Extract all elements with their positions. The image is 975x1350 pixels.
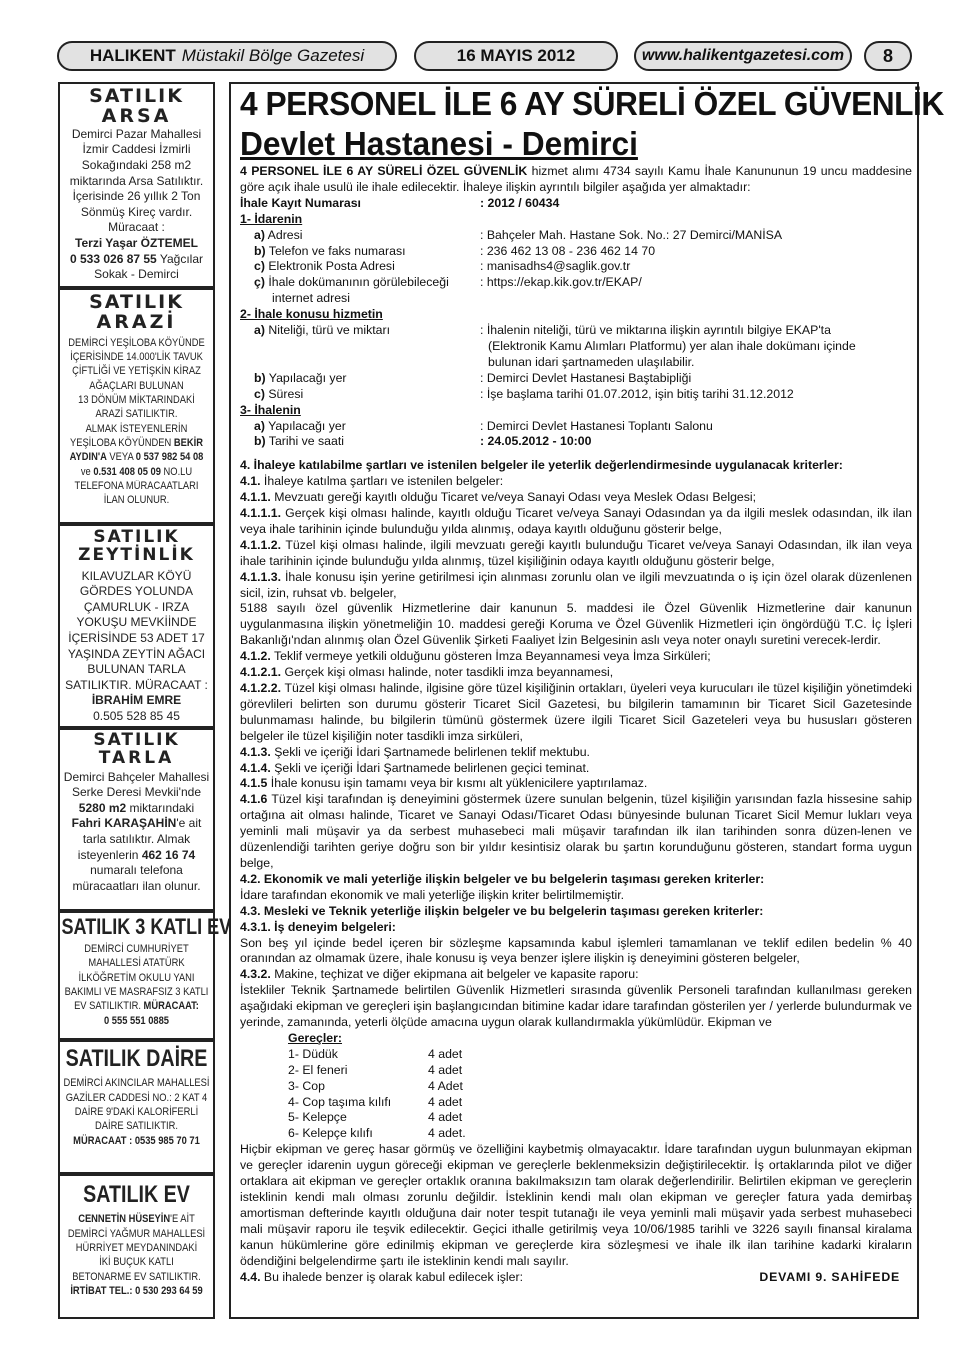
ad-text: SATILIKTIR. MÜRACAAT : bbox=[65, 677, 208, 692]
field-value: : İşe başlama tarihi 01.07.2012, işin bitiş tarihi 31.12.2012 bbox=[480, 386, 794, 401]
paragraph bbox=[240, 792, 912, 872]
clause-text: İhale konusu işin yerine getirilmesi için alınması zorunlu olan ve ilgili mevzuatında o iş için özel olarak düzenlenen sicil, izin, ruhsat vb. belgeler, bbox=[240, 569, 912, 600]
ad-text: DEMİRCİ AKINCILAR MAHALLESİ bbox=[63, 1077, 210, 1090]
ad-phone: 462 16 74 bbox=[141, 847, 196, 862]
ad-text: numaralı telefona bbox=[90, 863, 183, 878]
ad-text: tarla satılıktır. Almak bbox=[82, 832, 191, 847]
ad-text: Sokağındaki 258 m2 bbox=[81, 158, 192, 173]
ad-text: miktarındaki bbox=[129, 800, 195, 815]
equipment-qty: 4 adet. bbox=[428, 1126, 466, 1141]
ad-text: DAİRE SATILIKTIR. bbox=[95, 1120, 178, 1133]
section-heading: 3- İhalenin bbox=[240, 402, 301, 417]
ad-phone: 0 555 551 0885 bbox=[104, 1014, 169, 1027]
clause-number: 4.1.2.1. bbox=[240, 665, 282, 680]
tender-registration-row bbox=[240, 196, 912, 212]
ad-title: ZEYTİNLİK bbox=[78, 544, 195, 565]
ad-satilik-tarla bbox=[58, 728, 215, 911]
intro-paragraph bbox=[240, 164, 912, 196]
ad-text: AĞAÇLARI BULUNAN bbox=[89, 379, 184, 392]
clause-number: 4.1. bbox=[240, 474, 261, 489]
ad-text: İRTİBAT TEL.: bbox=[70, 1284, 133, 1297]
ad-text: Demirci Pazar Mahallesi bbox=[71, 126, 202, 141]
field-label: Adresi bbox=[264, 227, 303, 242]
clause-number: 4.1.1. bbox=[240, 490, 271, 505]
ad-text: Yağcılar bbox=[159, 251, 203, 266]
list-item bbox=[240, 1047, 912, 1063]
ad-title: SATILIK bbox=[93, 527, 180, 547]
ad-text: YOKUŞU MEVKİİNDE bbox=[76, 615, 197, 630]
ad-contact-name: İBRAHİM EMRE bbox=[91, 693, 182, 708]
article-title: 4 PERSONEL İLE 6 AY SÜRELİ ÖZEL GÜVENLİK bbox=[240, 85, 944, 122]
article-body bbox=[240, 164, 912, 1285]
ad-text: Müracaat : bbox=[108, 220, 165, 235]
ad-text: YAŞINDA ZEYTİN AĞACI bbox=[67, 646, 206, 661]
ad-contact-name: AYDIN'A bbox=[69, 451, 107, 464]
field-value: (Elektronik Kamu Alımları Platformu) yer alan ihale dokümanı içinde bbox=[488, 338, 856, 353]
item-letter: c) bbox=[254, 259, 265, 274]
paragraph bbox=[240, 967, 912, 983]
ad-text: BULUNAN TARLA bbox=[87, 662, 186, 677]
ad-text: İzmir Caddesi İzmirli bbox=[82, 142, 191, 157]
equipment-qty: 4 adet bbox=[428, 1062, 463, 1077]
ad-text: BAKIMLI VE MASRAFSIZ 3 KATLI bbox=[64, 986, 209, 999]
clause-text: Şekli ve içeriği İdari Şartnamede belirlenen geçici teminat. bbox=[270, 760, 590, 775]
paragraph bbox=[240, 776, 912, 792]
field-value: : Bahçeler Mah. Hastane Sok. No.: 27 Demirci/MANİSA bbox=[480, 227, 783, 242]
paper-name: HALIKENT bbox=[89, 46, 176, 65]
list-item bbox=[240, 1095, 912, 1111]
clause-number: 4.1.1.2. bbox=[240, 537, 282, 552]
ad-text: ARAZİ SATILIKTIR. bbox=[95, 408, 178, 421]
ad-text: MÜRACAAT : bbox=[73, 1134, 133, 1147]
field-row bbox=[240, 275, 912, 291]
ad-title: SATILIK bbox=[89, 85, 184, 107]
intro-bold: 4 PERSONEL İLE 6 AY SÜRELİ ÖZEL GÜVENLİK bbox=[240, 164, 528, 178]
field-label: Tarihi ve saati bbox=[265, 434, 344, 449]
field-label: Niteliği, türü ve miktarı bbox=[264, 323, 390, 338]
paragraph bbox=[240, 649, 912, 665]
list-item bbox=[240, 1110, 912, 1126]
clause-number: 4.1.1.3. bbox=[240, 569, 282, 584]
masthead-title bbox=[57, 41, 397, 71]
clause-number: 4.1.1.1. bbox=[240, 506, 282, 521]
field-label: Telefon ve faks numarası bbox=[265, 243, 406, 258]
url-value[interactable]: : https://ekap.kik.gov.tr/EKAP/ bbox=[480, 275, 642, 290]
clause-text: Mevzuatı gereği kayıtlı olduğu Ticaret ve/veya Sanayi Odası veya Meslek Odası Belgesi; bbox=[270, 490, 757, 505]
clause-text: Şekli ve içeriği İdari Şartnamede belirlenen teklif mektubu. bbox=[270, 744, 590, 759]
field-label: İhale Kayıt Numarası bbox=[240, 195, 361, 210]
ad-satilik-zeytinlik bbox=[58, 524, 215, 728]
paragraph: Son beş yıl içinde bedel içeren bir sözleşme kapsamında kabul işlemleri tamamlanan ve teklif edilen bedelin % 40 oranından az olmamak üzere, ihale konusu iş veya benzer işlere ilişkin iş deneyimini gösteren belgeler, bbox=[240, 935, 912, 966]
paragraph bbox=[240, 681, 912, 745]
ad-area: 5280 m2 bbox=[78, 800, 127, 815]
field-label: Süresi bbox=[264, 386, 304, 401]
ad-text: İçerisinde 26 yıllık 2 Ton bbox=[72, 189, 201, 204]
ad-phone: 0 533 026 87 55 bbox=[69, 251, 157, 266]
ad-text: müracaatları ilan olunur. bbox=[72, 878, 201, 893]
ad-text: İKİ BUÇUK KATLI bbox=[99, 1256, 174, 1269]
section-heading: 1- İdarenin bbox=[240, 211, 303, 226]
paragraph bbox=[240, 538, 912, 570]
clause-text: Tüzel kişi tarafından iş deneyimini göstermek üzere sunulan belgenin, tüzel kişiliğin yarısından fazla hissesine sahip ortağına ait olması halinde, Ticaret ve Sanayi Odası/Ticaret Odası bünyesinde bulunan Ticaret Sicil Memur lukları veya yeminli mali müşavir ya da serbest muhasebeci mali müşavir tarafından ilk ilan tarihinden sonra düzen-lenen ve düzenlendiği tarihten geriye doğru son bir yıldır kesintisiz olarak bu şartın korunduğunu gösteren, standart forma uygun belge, bbox=[240, 792, 912, 870]
article-subtitle: Devlet Hastanesi - Demirci bbox=[240, 125, 638, 162]
ad-title: ARSA bbox=[101, 104, 172, 127]
clause-text: Gerçek kişi olması halinde, kayıtlı olduğu Ticaret ve/veya Sanayi Odasından ya da ilgili meslek odasından, ilk ilan veya ihale tarihinin içinde bulunduğu yılda alınmış, odaya kayıtlı olduğunu gösterir belge, bbox=[240, 506, 912, 536]
clause-number: 4.1.3. bbox=[240, 744, 271, 759]
field-row bbox=[240, 419, 912, 435]
ad-title: SATILIK 3 KATLI EV bbox=[61, 914, 232, 939]
clause-text: Teklif vermeye yetkili olduğunu gösteren İmza Beyannamesi veya İmza Sirküleri; bbox=[270, 649, 711, 664]
section-heading: 4. İhaleye katılabilme şartları ve istenilen belgeler ile yeterlik değerlendirmesinde uygulanacak kriterler: bbox=[240, 458, 843, 473]
clause-text: Makine, teçhizat ve diğer ekipmana ait belgeler ve kapasite raporu: bbox=[270, 967, 639, 982]
ad-text: İÇERİSİNDE 14.000'LİK TAVUK bbox=[70, 351, 203, 364]
ad-contact-name: Terzi Yaşar ÖZTEMEL bbox=[75, 236, 198, 251]
ad-text: GAZİLER CADDESİ NO.: 2 KAT 4 bbox=[65, 1091, 208, 1104]
ad-text: 13 DÖNÜM MİKTARINDAKİ bbox=[78, 394, 195, 407]
ad-title: SATILIK EV bbox=[83, 1181, 190, 1208]
equipment-qty: 4 Adet bbox=[428, 1078, 463, 1093]
issue-date: 16 MAYIS 2012 bbox=[414, 41, 618, 71]
clause-number: 4.1.2.2. bbox=[240, 681, 282, 695]
equipment-list-title: Gereçler: bbox=[288, 1030, 343, 1045]
field-label: Yapılacağı yer bbox=[265, 370, 347, 385]
item-letter: a) bbox=[254, 418, 265, 433]
list-item bbox=[240, 1063, 912, 1079]
ad-satilik-ev bbox=[58, 1174, 215, 1319]
continued-notice: DEVAMI 9. SAHİFEDE bbox=[759, 1269, 900, 1284]
paragraph bbox=[240, 474, 912, 490]
ad-text: NO.LU bbox=[163, 465, 193, 478]
ad-text: HÜRRİYET MEYDANINDAKİ bbox=[75, 1241, 198, 1254]
clause-text: Bu ihalede benzer iş olarak kabul edilecek işler: bbox=[260, 1269, 523, 1284]
ad-text: VEYA bbox=[109, 451, 134, 464]
website-link[interactable]: www.halikentgazetesi.com bbox=[634, 41, 852, 71]
ad-contact-name: Fahri KARAŞAHİN bbox=[71, 816, 177, 831]
ad-satilik-daire bbox=[58, 1040, 215, 1174]
ad-text: MAHALLESİ ATATÜRK bbox=[88, 957, 185, 970]
field-row bbox=[240, 323, 912, 339]
clause-number: 4.3.2. bbox=[240, 967, 271, 982]
list-item bbox=[240, 1079, 912, 1095]
ad-text: MÜRACAAT: bbox=[143, 1000, 199, 1013]
ad-text: DEMİRCİ CUMHURİYET bbox=[84, 943, 189, 956]
ad-text: GÖRDES YOLUNDA bbox=[79, 584, 194, 599]
item-letter: a) bbox=[254, 323, 265, 338]
item-letter: c) bbox=[254, 386, 265, 401]
ad-text: ve bbox=[80, 465, 91, 478]
equipment-name: 1- Düdük bbox=[288, 1046, 338, 1061]
ad-text: DEMİRCİ YEŞİLOBA KÖYÜNDE bbox=[68, 336, 205, 349]
item-letter: a) bbox=[254, 227, 265, 242]
field-label: Elektronik Posta Adresi bbox=[264, 259, 395, 274]
ad-text: miktarında Arsa Satılıktır. bbox=[69, 173, 204, 188]
field-row bbox=[240, 228, 912, 244]
tender-announcement bbox=[229, 82, 944, 1319]
clause-number: 4.4. bbox=[240, 1269, 261, 1284]
section-heading: 4.2. Ekonomik ve mali yeterliğe ilişkin belgeler ve bu belgelerin taşıması gereken kriterler: bbox=[240, 871, 765, 886]
ad-text: Sönmüş Kireç vardır. bbox=[80, 204, 193, 219]
ad-text: DAİRE 9'DAKİ KALORİFERLİ bbox=[74, 1105, 199, 1118]
clause-text: İhaleye katılma şartları ve istenilen belgeler: bbox=[260, 474, 504, 489]
paragraph bbox=[240, 761, 912, 777]
item-letter: ç) bbox=[254, 275, 265, 290]
ad-text: İLAN OLUNUR. bbox=[103, 494, 170, 507]
article-footer bbox=[240, 1270, 912, 1286]
equipment-qty: 4 adet bbox=[428, 1094, 463, 1109]
ad-phone: 0.531 408 05 09 bbox=[93, 465, 161, 478]
page-number: 8 bbox=[864, 41, 912, 71]
clause-number: 4.1.6 bbox=[240, 792, 268, 807]
ad-text: EV SATILIKTIR. bbox=[74, 1000, 141, 1013]
paragraph: İdare tarafından ekonomik ve mali yeterliğe ilişkin kriter belirtilmemiştir. bbox=[240, 887, 625, 902]
field-value: : 24.05.2012 - 10:00 bbox=[480, 434, 592, 449]
ad-text: TELEFONA MÜRACAATLARI bbox=[74, 479, 199, 492]
item-letter: b) bbox=[254, 370, 266, 385]
field-value: bulunan idari şartnameden ulaşılabilir. bbox=[488, 354, 695, 369]
ad-satilik-arazi bbox=[58, 288, 215, 524]
ad-text: ÇAMURLUK - IRZA bbox=[83, 599, 190, 614]
field-row bbox=[240, 259, 912, 275]
field-value: : Demirci Devlet Hastanesi Baştabipliği bbox=[480, 370, 692, 385]
ad-phone: 0.505 528 85 45 bbox=[93, 709, 180, 724]
list-item bbox=[240, 1126, 912, 1142]
ad-satilik-3-katli-ev bbox=[58, 911, 232, 1040]
field-row bbox=[240, 434, 912, 450]
field-value: : İhalenin niteliği, türü ve miktarına ilişkin ayrıntılı bilgiye EKAP'ta bbox=[480, 323, 831, 338]
field-value: : 2012 / 60434 bbox=[480, 195, 560, 210]
equipment-qty: 4 adet bbox=[428, 1046, 463, 1061]
email-value[interactable]: : manisadhs4@saglik.gov.tr bbox=[480, 259, 631, 274]
field-label: İhale dokümanının görülebileceği bbox=[264, 275, 449, 290]
equipment-name: 4- Cop taşıma kılıfı bbox=[288, 1094, 392, 1109]
clause-number: 4.1.2. bbox=[240, 649, 271, 664]
clause-text: Gerçek kişi olması halinde, noter tasdikli imza beyannamesi, bbox=[281, 665, 614, 680]
equipment-list bbox=[240, 1047, 912, 1142]
ad-text: ÇİFTLİĞİ VE YETİŞKİN KİRAZ bbox=[72, 365, 201, 378]
ad-title: SATILIK bbox=[89, 291, 184, 313]
section-heading: 4.3. Mesleki ve Teknik yeterliğe ilişkin belgeler ve bu belgelerin taşıması gereken kriterler: bbox=[240, 903, 764, 918]
clause-text: İhale konusu işin tamamı veya bir kısmı alt yüklenicilere yaptırılamaz. bbox=[267, 776, 648, 791]
field-label: internet adresi bbox=[272, 291, 350, 306]
item-letter: b) bbox=[254, 434, 266, 449]
ad-text: BETONARME EV SATILIKTIR. bbox=[72, 1270, 201, 1283]
ad-satilik-arsa bbox=[58, 82, 215, 288]
paragraph bbox=[240, 570, 912, 602]
paragraph: Hiçbir ekipman ve gereç hasar görmüş ve özelliğini kaybetmiş olmayacaktır. İdare tarafından uygun bulunmayan ekipman ve gereçler idarenin uygun göreceği ekipman ve gereçlerle beklenmeksizin değiştirilecektir. İş ortaklarında pilot ve diğer ortaklara ait ekipman ve gereçler ortaklık oranına bakılmaksızın tam olarak değerlendirilir. Belirtilen ekipman ve gereçlerin isteklinin kendi malı olması zorunlu değildir. İsteklinin kendi malı olan ekipman ve gereçler fatura yada demirbaş amortisman defterinde kayıtlı olduğuna dair noter tespit tutanağı ile veya yeminli mali müşavir yada serbest muhasebeci mali müşavir raporu ile teşvik edilecektir. Geçici ithalle getirilmiş veya 10/06/1985 tarihli ve 3226 sayılı finansal kiralama kanun hükümlerine göre edinilmiş ekipman ve gereçlerde kira sözleşmesi ve ihale ilk ilan tarihine kadarki kiraların ödendiğini belgelendirme şartı ile isteklinin kendi malı sayılır. bbox=[240, 1142, 912, 1268]
field-row bbox=[240, 371, 912, 387]
equipment-name: 2- El feneri bbox=[288, 1062, 348, 1077]
equipment-name: 5- Kelepçe bbox=[288, 1110, 347, 1125]
paper-tagline: Müstakil Bölge Gazetesi bbox=[181, 46, 365, 65]
ad-text: Demirci Bahçeler Mahallesi bbox=[63, 769, 210, 784]
ad-title: SATILIK DAİRE bbox=[65, 1045, 208, 1072]
paragraph bbox=[240, 745, 912, 761]
paragraph: 5188 sayılı özel güvenlik Hizmetlerine dair kanunun 5. maddesi ile Özel Güvenlik Hizmetlerine dair kanunun uygulanmasına ilişkin yönetmeliğin 10. maddesi gereği Koruma ve Özel Güvenlik Hizmetleri için öngördüğü T.C. İç İşleri Bakanlığı'ndan alınmış olan Özel Güvenlik Şirketi Faaliyet İzin Belgesinin aslı veya noter onaylı suretini verecek-lerdir. bbox=[240, 601, 912, 648]
ad-title: SATILIK bbox=[93, 730, 180, 750]
ad-text: ALMAK İSTEYENLERİN bbox=[85, 422, 188, 435]
paragraph bbox=[240, 506, 912, 538]
ad-contact-name: CENNETİN HÜSEYİN bbox=[78, 1213, 171, 1226]
ad-text: DEMİRCİ YAĞMUR MAHALLESİ bbox=[67, 1227, 206, 1240]
section-heading: 4.3.1. İş deneyim belgeleri: bbox=[240, 919, 396, 934]
equipment-name: 3- Cop bbox=[288, 1078, 325, 1093]
ad-text: Serke Deresi Mevkii'nde bbox=[71, 785, 201, 800]
paragraph: İstekliler Teknik Şartnamede belirtilen Güvenlik Hizmetleri sırasında güvenlik Personeli tarafından kullanılması gereken aşağıdaki ekipman ve gereçleri işin başlangıcından bitimine kadar idare tarafından gösterilen yer / yerlerde bulundurmak ve yerinde, zamanında, yeterli ölçüde amacına uygun olarak kullandırmakla yükümlüdür. Ekipman ve bbox=[240, 983, 912, 1030]
ad-text: 'e ait bbox=[176, 816, 202, 831]
ad-text: 'E AİT bbox=[170, 1213, 195, 1226]
ad-text: İÇERİSİNDE 53 ADET 17 bbox=[68, 631, 205, 646]
field-row bbox=[240, 244, 912, 260]
intro-text: hizmet alımı 4734 sayılı Kamu İhale Kanununun 19 uncu maddesine göre açık ihale usulü ile ihale edilecektir. İhaleye ilişkin ayrıntılı bilgiler aşağıda yer almaktadır: bbox=[240, 164, 912, 194]
ad-contact-name: BEKİR bbox=[173, 436, 204, 449]
ad-text: isteyenlerin bbox=[77, 847, 139, 862]
ad-text: YEŞİLOBA KÖYÜNDEN bbox=[69, 436, 172, 449]
ad-phone: 0 530 293 64 59 bbox=[135, 1284, 203, 1297]
clause-number: 4.1.5 bbox=[240, 776, 268, 791]
ad-title: ARAZİ bbox=[96, 310, 177, 333]
equipment-name: 6- Kelepçe kılıfı bbox=[288, 1126, 373, 1141]
ad-text: KILAVUZLAR KÖYÜ bbox=[81, 568, 192, 583]
field-value: : 236 462 13 08 - 236 462 14 70 bbox=[480, 243, 656, 258]
equipment-qty: 4 adet bbox=[428, 1110, 463, 1125]
field-value: : Demirci Devlet Hastanesi Toplantı Salonu bbox=[480, 418, 713, 433]
ad-text: Sokak - Demirci bbox=[94, 267, 179, 282]
ad-phone: 0 537 982 54 08 bbox=[135, 451, 204, 464]
clause-text: Tüzel kişi olması halinde, ilgili mevzuatı gereği kayıtlı bulunduğu Ticaret ve/veya Sanayi Odasından, ilk ilan veya ihale tarihinin içinde bulunduğu yılda alınmış, tüzel kişiliğinin odaya kayıtlı olduğunu gösterir belge, bbox=[240, 537, 912, 568]
item-letter: b) bbox=[254, 243, 266, 258]
ad-text: İLKÖĞRETİM OKULU YANI bbox=[78, 971, 195, 984]
clause-text: Tüzel kişi olması halinde, ilgisine göre tüzel kişiliğinin ortakları, üyeleri veya kurucuları ile tüzel kişiliğin yönetimdeki görevlileri belirten son durumu gösterir Ticaret Sicil Gazetesi, bu bilgilerin tamamının bir Ticaret Sicil Gazetesinde bulunmaması halinde, bu bilgilerin tümünü göstermek üzere ilgili Ticaret Sicil Gazeteleri veya bu hususları gösteren belgeler ile tüzel kişiliğin noter tasdikli imza sirküleri, bbox=[240, 681, 912, 743]
section-heading: 2- İhale konusu hizmetin bbox=[240, 307, 383, 322]
clause-number: 4.1.4. bbox=[240, 760, 271, 775]
paragraph bbox=[240, 665, 912, 681]
ad-title: TARLA bbox=[98, 747, 175, 768]
field-row bbox=[240, 387, 912, 403]
field-label: Yapılacağı yer bbox=[264, 418, 346, 433]
ad-phone: 0535 985 70 71 bbox=[134, 1134, 200, 1147]
paragraph bbox=[240, 490, 912, 506]
